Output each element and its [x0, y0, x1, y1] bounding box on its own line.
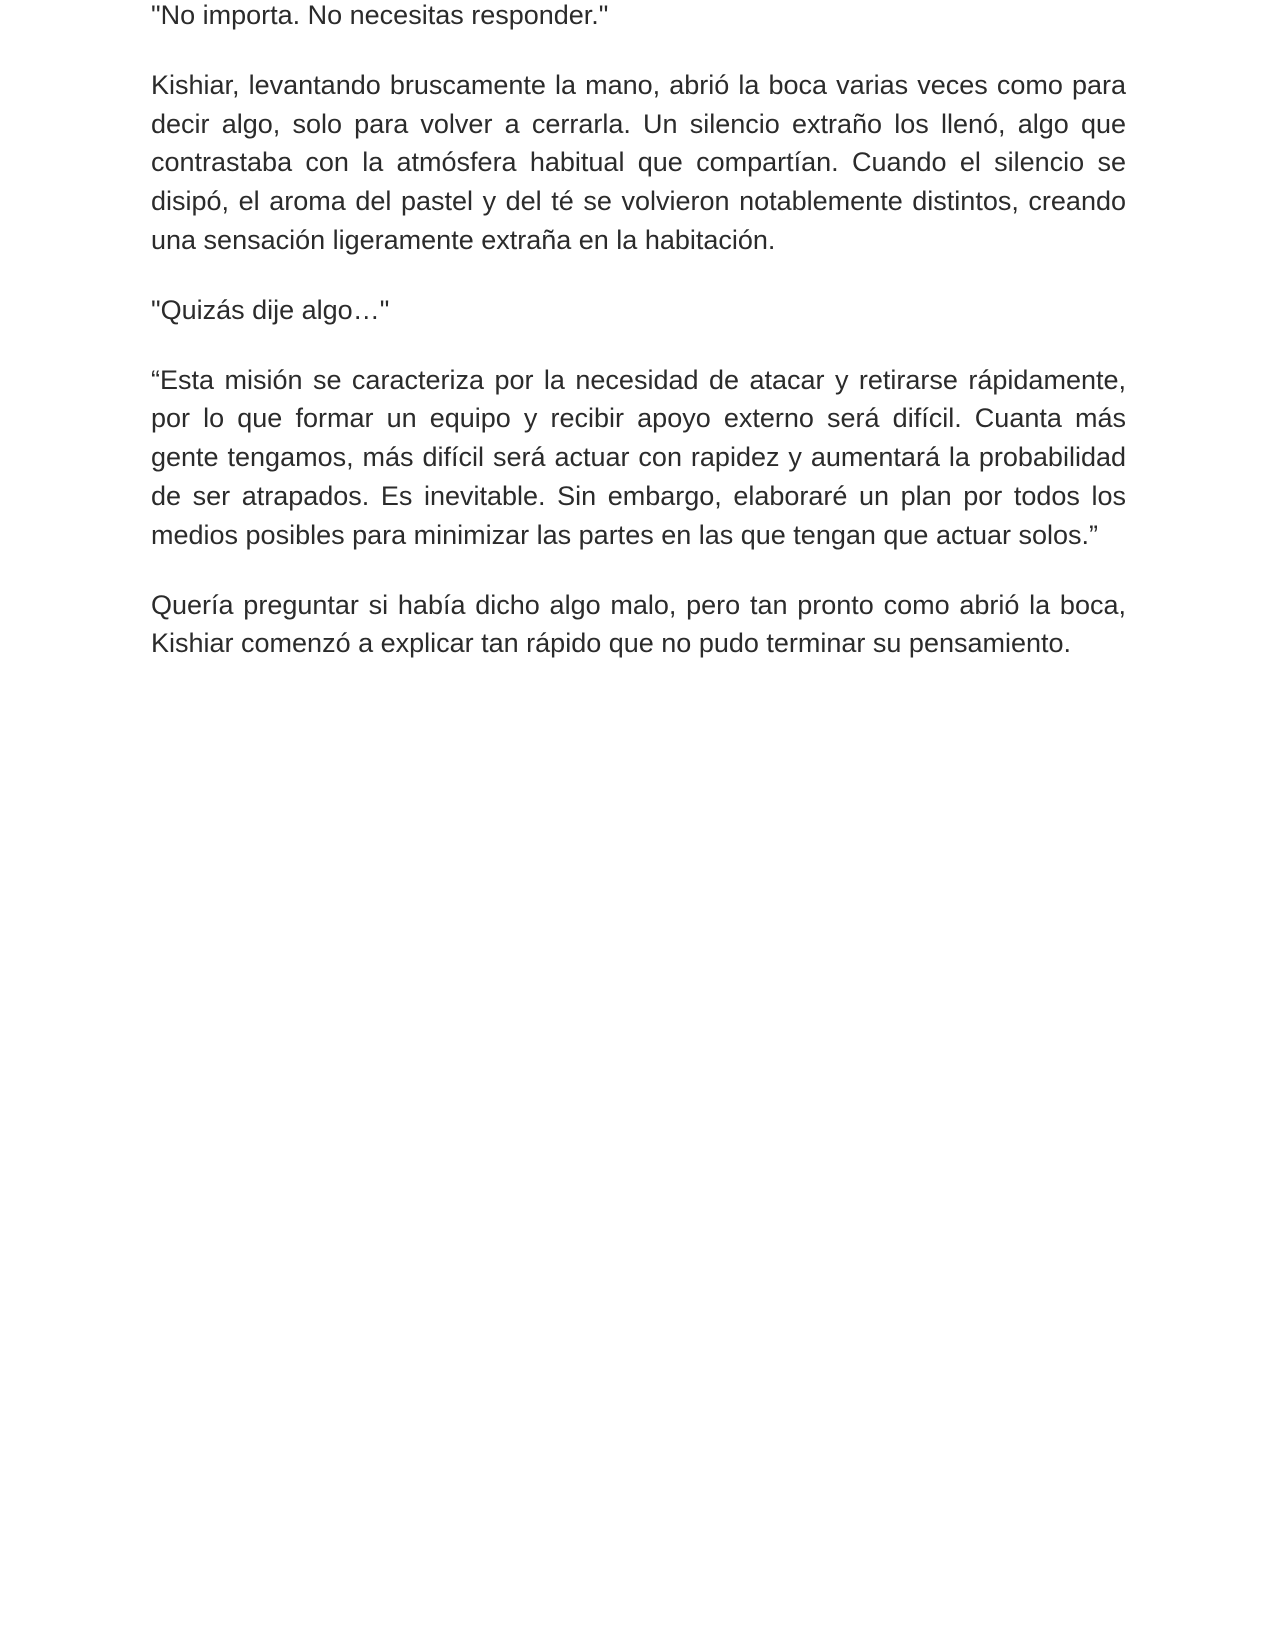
- paragraph-dialogue-quizas: "Quizás dije algo…": [151, 294, 390, 325]
- paragraph-kishiar-silence: Kishiar, levantando bruscamente la mano, abrió la boca varias veces como para decir algo, solo para volver a cerrarla. Un silencio extraño los llenó, algo que contrastaba con la atmósfera habitual que compartían. Cuando el silencio se disipó, el aroma del pastel y del té se volvieron notablemente distintos, creando una sensación ligeramente extraña en la habitación.: [151, 69, 1126, 255]
- paragraph-wanted-to-ask: Quería preguntar si había dicho algo malo, pero tan pronto como abrió la boca, Kishiar comenzó a explicar tan rápido que no pudo terminar su pensamiento.: [151, 589, 1126, 659]
- paragraph-mission-explanation: “Esta misión se caracteriza por la necesidad de atacar y retirarse rápidamente, por lo que formar un equipo y recibir apoyo externo será difícil. Cuanta más gente tengamos, más difícil será actuar con rapidez y aumentará la probabilidad de ser atrapados. Es inevitable. Sin embargo, elaboraré un plan por todos los medios posibles para minimizar las partes en las que tengan que actuar solos.”: [151, 364, 1126, 550]
- document-page: [151, 0, 1126, 694]
- paragraph-dialogue-no-importa: "No importa. No necesitas responder.": [151, 0, 609, 30]
